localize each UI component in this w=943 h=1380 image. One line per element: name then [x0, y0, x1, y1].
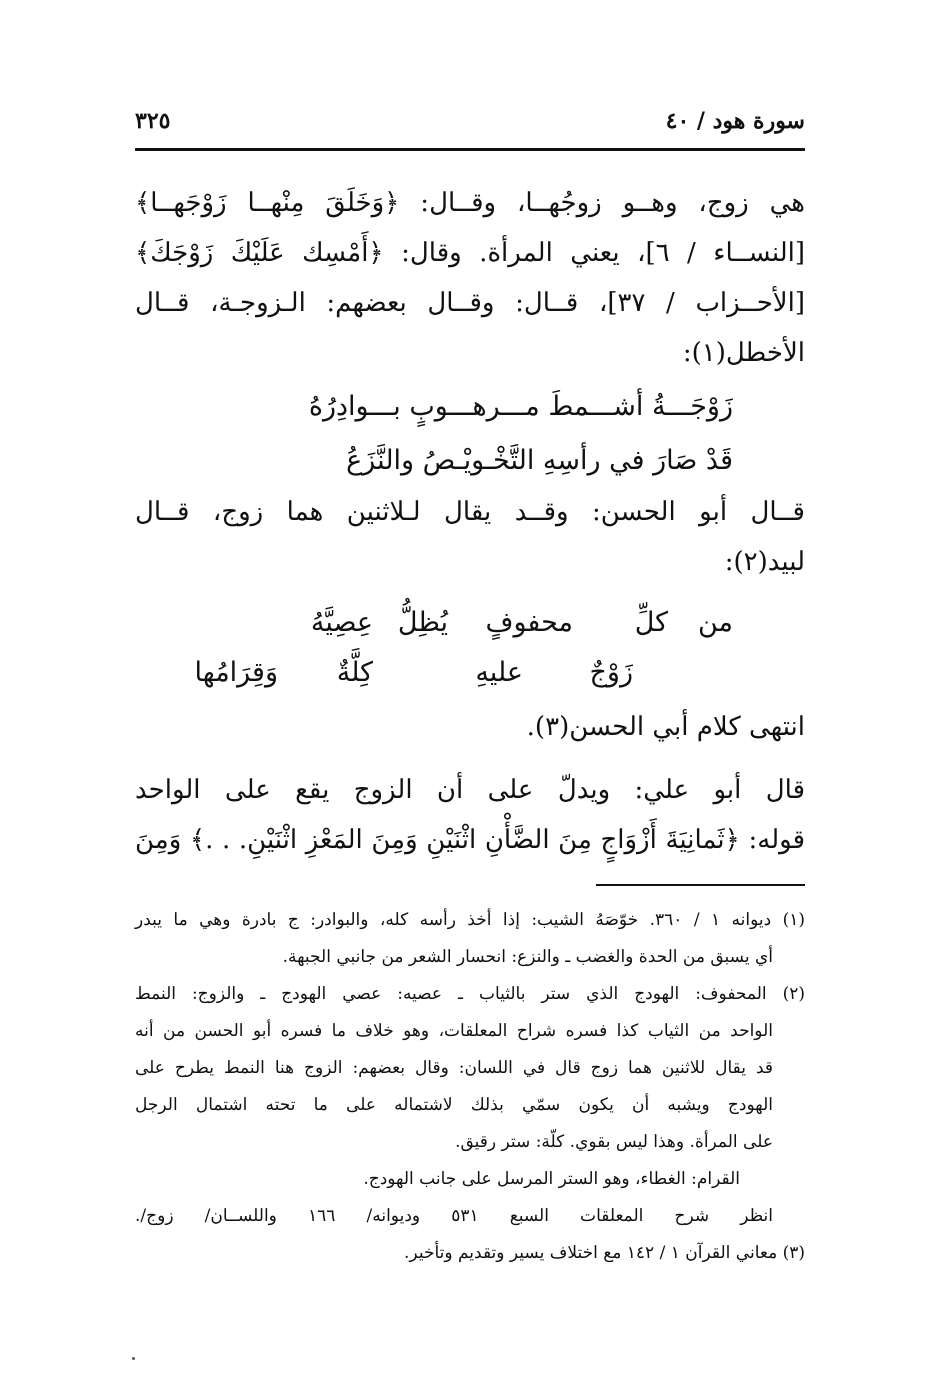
footnote-line: (٢) المحفوف: الهودج الذي ستر بالثياب ـ عصيه: عصي الهودج ـ والزوج: النمط	[135, 984, 805, 1004]
poem-word: عليهِ	[475, 657, 523, 688]
footnote-line: القرام: الغطاء، وهو الستر المرسل على جانب الهودج.	[363, 1169, 740, 1189]
footnotes	[135, 902, 805, 1272]
footnote-line: أي يسبق من الحدة والغضب ـ والنزع: انحسار الشعر من جانبي الجبهة.	[282, 947, 773, 967]
text-line: الأخطل(١):	[682, 338, 805, 368]
poem-word: كِلَّةٌ	[336, 657, 373, 688]
footnote-line: قد يقال للاثنين هما زوج قال في اللسان: وقال بعضهم: الزوج هنا النمط يطرح على	[135, 1058, 773, 1078]
footnote-separator	[596, 884, 805, 886]
poem-word: كلِّ	[634, 607, 668, 638]
footnote-line: (٣) معاني القرآن ١ / ١٤٢ مع اختلاف يسير وتقديم وتأخير.	[404, 1243, 805, 1263]
poem-word: محفوفٍ	[485, 607, 573, 638]
text-line: قــال أبو الحسن: وقــد يقال لـلاثنين هما زوج، قــال	[135, 497, 805, 527]
text-line: قال أبو علي: ويدلّ على أن الزوج يقع على الواحد	[135, 775, 805, 805]
scan-speck	[132, 1357, 135, 1360]
poem-akhtal-hemistich-1: زَوْجَـــةُ أشـــمطَ مـــرهـــوبٍ بـــوادِرُهُ	[308, 391, 733, 422]
footnote-line: انظر شرح المعلقات السبع ٥٣١ وديوانه/ ١٦٦ واللســان/ زوج/.	[135, 1206, 773, 1226]
text-line: لبيد(٢):	[724, 547, 805, 577]
text-line: انتهى كلام أبي الحسن(٣).	[526, 712, 805, 742]
text-line: [النســاء / ٦]، يعني المرأة. وقال: ﴿أَمْسِك عَلَيْكَ زَوْجَكَ﴾	[135, 238, 806, 268]
poem-word: من	[697, 607, 733, 638]
surah-title: سورة هود / ٤٠	[665, 108, 805, 134]
footnote-line: (١) ديوانه ١ / ٣٦٠. خوّصَهُ الشيب: إذا أخذ رأسه كله، والبوادر: ج بادرة وهي ما يبدر	[135, 910, 805, 930]
header-divider	[135, 148, 805, 151]
footnote-line: الواحد من الثياب كذا فسره شراح المعلقات، وهو خلاف ما فسره أبو الحسن من أنه	[135, 1021, 773, 1041]
page-number: ٣٢٥	[135, 108, 171, 134]
footnote-line: الهودج ويشبه أن يكون سمّي بذلك لاشتماله على ما تحته اشتمال الرجل	[135, 1095, 773, 1115]
paragraph-2	[135, 487, 805, 587]
text-line: [الأحــزاب / ٣٧]، قــال: وقــال بعضهم: الـزوجـة، قــال	[135, 288, 805, 318]
paragraph-1	[135, 178, 805, 378]
poem-word: عِصِيَّهُ	[310, 607, 373, 638]
text-line: قوله: ﴿ثَمانِيَةَ أَزْوَاجٍ مِنَ الضَّأْنِ اثْنَيْنِ وَمِنَ المَعْزِ اثْنَيْنِ. . .﴾ وَمِنَ	[135, 825, 805, 855]
poem-akhtal-hemistich-2: قَدْ صَارَ في رأسِهِ التَّخْـويْـصُ والنَّزَعُ	[346, 445, 733, 476]
paragraph-4	[135, 765, 805, 865]
poem-word: وَقِرَامُها	[194, 657, 278, 688]
poem-word: زَوْجٌ	[589, 657, 633, 688]
paragraph-3	[135, 702, 805, 752]
text-line: هي زوج، وهــو زوجُهــا، وقــال: ﴿وَخَلَقَ مِنْهــا زَوْجَهــا﴾	[135, 188, 805, 218]
footnote-line: على المرأة. وهذا ليس بقوي. كلّة: ستر رقيق.	[455, 1132, 773, 1152]
poem-word: يُظِلُّ	[397, 607, 448, 638]
page-header	[135, 108, 805, 148]
